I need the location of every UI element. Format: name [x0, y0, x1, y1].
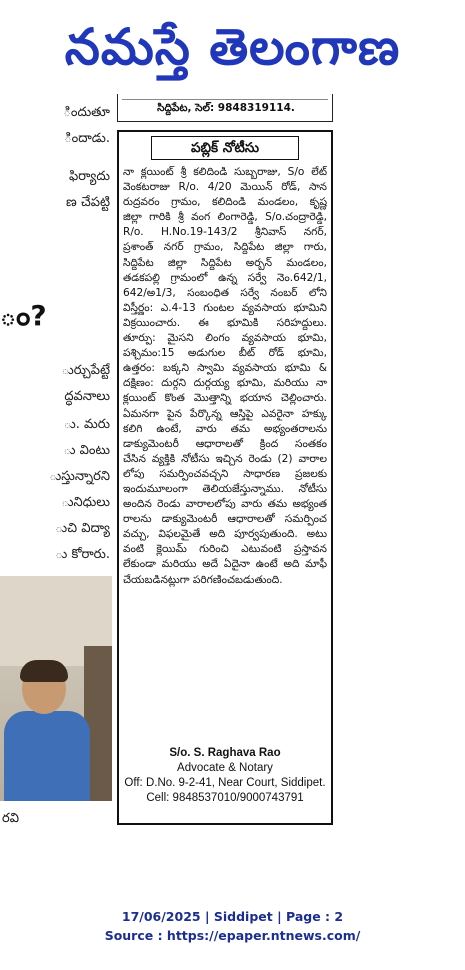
- left-column-fragment: [0, 96, 112, 856]
- notice-line: కలిగి ఉంటే, వారు తమ అభ్యంతరాలను: [123, 422, 327, 435]
- text-fragment: ుస్తున్నారని: [49, 469, 110, 484]
- notice-line: లోపు సమర్పించవచ్చని సాధారణ ప్రజలకు: [123, 467, 327, 480]
- notice-line: చేసిన వ్యక్తికి నోటీసు ఇచ్చిన రెండు (2) వారాల: [123, 452, 327, 465]
- notice-line: వెంకటరాజు R/o. 4/20 మెయిన్ రోడ్, సాన: [123, 181, 327, 194]
- notice-line: క్లయింట్ కొంత మొత్తాన్ని భయాన చెల్లించారు.: [123, 392, 327, 405]
- notice-line: విస్తీర్ణం: ఎ.4-13 గుంటల వ్యవసాయ భూమిని: [123, 301, 327, 314]
- previous-ad-contact: సిద్దిపేట, సెల్: 9848319114.: [157, 102, 295, 114]
- notice-line: అందిన రెండు వారాలలోపు వారు తమ అభ్యంత: [123, 498, 327, 511]
- text-fragment: ిందాడు.: [64, 131, 110, 146]
- signatory-title: Advocate & Notary: [177, 762, 273, 774]
- previous-ad-strip: [117, 94, 333, 122]
- page-footer: [0, 907, 465, 945]
- notice-line: వచ్చు, విఫలమైతే అది పూర్వపుతుంది. అటు: [123, 528, 327, 541]
- photo-caption-fragment: రవి: [2, 811, 19, 826]
- notice-title: పబ్లిక్ నోటీసు: [151, 136, 299, 160]
- notice-line: తడకపల్లి గ్రామంలో ఉన్న సర్వే నెం.642/1,: [123, 271, 327, 284]
- notice-line: దక్షిణం: దుర్గని దుర్గయ్య భూమి, మరియు నా: [123, 377, 327, 390]
- notice-line: రుద్రవరం గ్రామం, కలిదిండి మండలం, కృష్ణ: [123, 196, 327, 209]
- notice-line: పశ్చిమం:15 అడుగుల బీట్ రోడ్ భూమి,: [123, 347, 327, 360]
- text-fragment: ిందుతూ: [63, 105, 110, 120]
- notice-line: జిల్లా గారికి శ్రీ వంగ లింగారెడ్డి, S/o.చంద్రారెడ్డి,: [123, 211, 327, 224]
- footer-source: Source : https://epaper.ntnews.com/: [104, 928, 361, 943]
- notice-line: చేయబడినట్లుగా పరిగణించబడుతుంది.: [123, 573, 283, 586]
- text-fragment: ు. మరు: [63, 417, 110, 432]
- signatory-cell: Cell: 9848537010/9000743791: [146, 792, 304, 804]
- signatory-name: S/o. S. Raghava Rao: [169, 747, 281, 759]
- notice-body: [123, 165, 327, 745]
- notice-line: వంటి క్లెయిమ్ గురించి ఎటువంటి ప్రస్తావన: [123, 543, 327, 556]
- notice-line: 642/అ1/3, సంబంధిత సర్వే నంబర్ లోని: [123, 286, 327, 299]
- notice-line: విక్రయించారు. ఈ భూమికి సరిహద్దులు.: [123, 316, 327, 329]
- notice-line: సిద్దిపేట జిల్లా సిద్దిపేట అర్బన్ మండలం,: [123, 256, 327, 269]
- text-fragment: ఫిర్యాదు: [68, 169, 110, 184]
- public-notice-box: [117, 130, 333, 825]
- notice-line: రాలను డాక్యుమెంటరీ ఆధారాలతో సమర్పించ: [123, 513, 327, 526]
- notice-line: ఏమనగా పైన పేర్కొన్న ఆస్తిపై ఎవరైనా హక్కు: [123, 407, 327, 420]
- text-fragment: ుర్చుపేట్టే: [61, 363, 110, 378]
- notice-line: నా క్లయింట్ శ్రీ కలిదిండి సుబ్బరాజు, S/o లేట్: [123, 166, 327, 178]
- notice-line: ప్రశాంత్ నగర్ గ్రామం, సిద్దిపేట జిల్లా గారు,: [123, 241, 327, 254]
- notice-line: ఇందుమూలంగా తెలియజేస్తున్నాము. నోటీసు: [123, 482, 327, 495]
- news-photo: [0, 576, 112, 801]
- text-fragment: ు కోరారు.: [55, 547, 110, 562]
- newspaper-masthead: నమస్తే తెలంగాణ: [64, 18, 401, 76]
- text-fragment: ునిధులు: [61, 495, 110, 510]
- signatory-office: Off: D.No. 9-2-41, Near Court, Siddipet.: [124, 777, 326, 789]
- text-fragment: ుచి విద్యా: [55, 521, 110, 536]
- footer-date-page: 17/06/2025 | Siddipet | Page : 2: [121, 909, 344, 924]
- text-fragment: ద్ధవనాలు: [64, 389, 110, 404]
- notice-line: తూర్పు: మైసని లింగం వ్యవసాయ భూమి,: [123, 332, 327, 345]
- notice-line: లేకుండా మరియు అదే ఏదైనా ఉంటే అది మాఫీ: [123, 558, 327, 571]
- text-fragment: ు వింటు: [63, 443, 110, 458]
- notice-line: ఉత్తరం: బక్కని స్వామి వ్యవసాయ భూమి &: [123, 362, 327, 375]
- text-fragment: ణ చేపట్టి: [65, 195, 110, 210]
- notice-line: డాక్యుమెంటరీ ఆధారాలతో క్రింద సంతకం: [123, 437, 327, 450]
- headline-fragment: ం?: [0, 299, 47, 332]
- notice-line: R/o. H.No.19-143/2 శ్రీనివాస్ నగర్,: [123, 226, 327, 239]
- notice-signature: [119, 746, 331, 806]
